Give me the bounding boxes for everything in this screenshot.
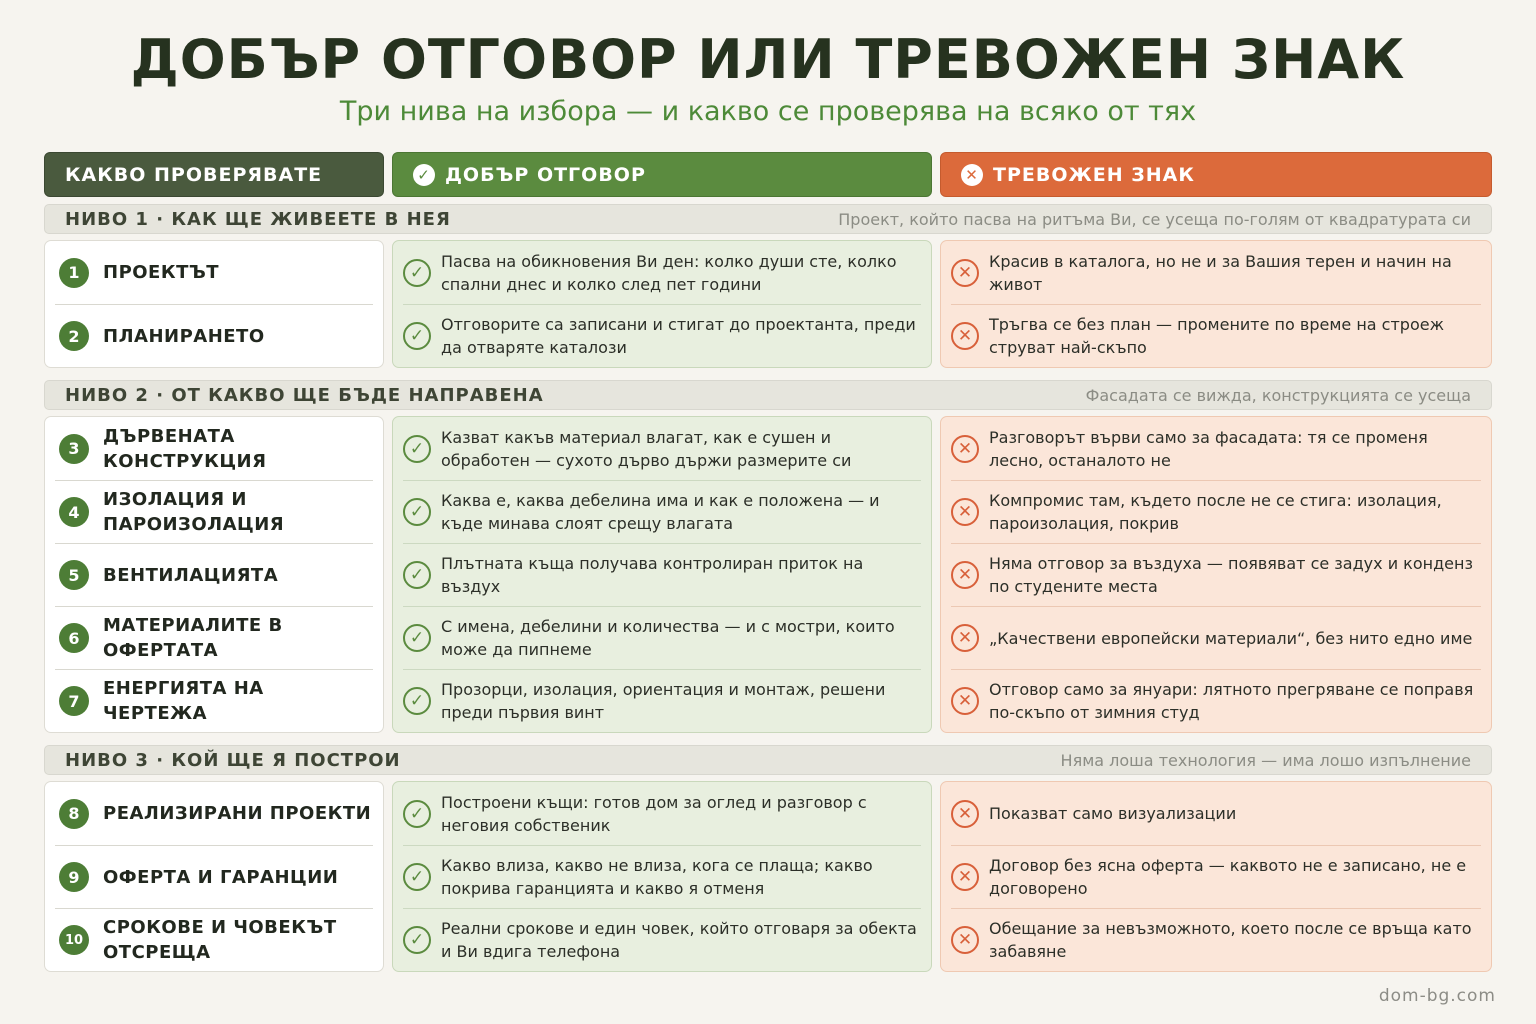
level-title: НИВО 1 · КАК ЩЕ ЖИВЕЕТЕ В НЕЯ — [65, 208, 451, 230]
good-answer — [403, 543, 921, 606]
check-item — [55, 782, 373, 845]
good-answer-text: Прозорци, изолация, ориентация и монтаж, решени преди първия винт — [441, 680, 886, 722]
check-item — [55, 606, 373, 669]
check-item — [55, 908, 373, 971]
cross-icon: ✕ — [951, 926, 979, 954]
cross-icon: ✕ — [951, 498, 979, 526]
good-answer-text: Каква е, каква дебелина има и как е положена — и къде минава слоят срещу влагата — [441, 491, 880, 533]
check-item — [55, 480, 373, 543]
cross-icon: ✕ — [951, 435, 979, 463]
good-answer — [403, 782, 921, 845]
level-bar-2 — [44, 380, 1492, 410]
header-bad — [940, 152, 1492, 197]
level-title: НИВО 2 · ОТ КАКВО ЩЕ БЪДЕ НАПРАВЕНА — [65, 384, 544, 406]
item-number-badge: 6 — [59, 623, 89, 653]
good-answer — [403, 304, 921, 367]
item-number-badge: 2 — [59, 321, 89, 351]
item-label: МАТЕРИАЛИТЕ В ОФЕРТАТА — [103, 615, 283, 661]
warning-sign-text: Обещание за невъзможното, което после се връща като забавяне — [989, 919, 1472, 961]
warning-sign — [951, 417, 1481, 480]
warning-sign-text: Няма отговор за въздуха — появяват се задух и конденз по студените места — [989, 554, 1473, 596]
good-answer — [403, 417, 921, 480]
warning-sign — [951, 304, 1481, 367]
header-good-label: ДОБЪР ОТГОВОР — [445, 163, 646, 186]
item-number-badge: 10 — [59, 925, 89, 955]
check-item — [55, 669, 373, 732]
check-item — [55, 417, 373, 480]
good-answer-text: Отговорите са записани и стигат до проектанта, преди да отваряте каталози — [441, 315, 916, 357]
item-label: ОФЕРТА И ГАРАНЦИИ — [103, 866, 339, 888]
item-number-badge: 1 — [59, 258, 89, 288]
item-label: РЕАЛИЗИРАНИ ПРОЕКТИ — [103, 803, 372, 824]
good-column-level-2 — [392, 416, 932, 733]
good-answer-text: Какво влиза, какво не влиза, кога се плаща; какво покрива гаранцията и какво я отменя — [441, 856, 873, 898]
good-answer-text: Построени къщи: готов дом за оглед и разговор с неговия собственик — [441, 792, 867, 835]
cross-icon: ✕ — [951, 800, 979, 828]
cross-icon: ✕ — [961, 164, 983, 186]
item-label: ДЪРВЕНАТА КОНСТРУКЦИЯ — [103, 425, 267, 472]
item-label: ЕНЕРГИЯТА НА ЧЕРТЕЖА — [103, 678, 264, 724]
page-title: ДОБЪР ОТГОВОР ИЛИ ТРЕВОЖЕН ЗНАК — [130, 28, 1406, 91]
check-icon: ✓ — [413, 164, 435, 186]
check-icon: ✓ — [403, 687, 431, 715]
level-note: Фасадата се вижда, конструкцията се усеща — [1085, 385, 1471, 405]
warning-sign-text: Отговор само за януари: лятното прегряване се поправя по-скъпо от зимния студ — [989, 680, 1474, 722]
cross-icon: ✕ — [951, 624, 979, 652]
good-answer-text: Реални срокове и един човек, който отговаря за обекта и Ви вдига телефона — [441, 919, 917, 961]
warning-sign-text: Тръгва се без план — промените по време на строеж струват най-скъпо — [989, 315, 1444, 357]
level-note: Няма лоша технология — има лошо изпълнение — [1060, 750, 1471, 770]
item-number-badge: 4 — [59, 497, 89, 527]
item-number-badge: 8 — [59, 799, 89, 829]
header-check — [44, 152, 384, 197]
check-item — [55, 543, 373, 606]
header-check-label: КАКВО ПРОВЕРЯВАТЕ — [65, 163, 323, 186]
cross-icon: ✕ — [951, 259, 979, 287]
warning-sign — [951, 241, 1481, 304]
item-label: ИЗОЛАЦИЯ И ПАРОИЗОЛАЦИЯ — [103, 489, 285, 535]
good-answer — [403, 480, 921, 543]
warning-sign — [951, 606, 1481, 669]
good-answer — [403, 241, 921, 304]
warning-sign-text: Договор без ясна оферта — каквото не е записано, не е договорено — [989, 856, 1467, 898]
cross-icon: ✕ — [951, 322, 979, 350]
warning-sign-text: Компромис там, където после не се стига: изолация, пароизолация, покрив — [989, 491, 1442, 533]
warning-sign-text: Красив в каталога, но не и за Вашия терен и начин на живот — [989, 251, 1452, 294]
warning-sign-text: Разговорът върви само за фасадата: тя се променя лесно, останалото не — [989, 427, 1428, 470]
warning-sign — [951, 480, 1481, 543]
good-answer-text: Казват какъв материал влагат, как е сушен и обработен — сухото дърво държи размерите си — [441, 427, 852, 470]
bad-column-level-3 — [940, 781, 1492, 972]
check-icon: ✓ — [403, 435, 431, 463]
level-title: НИВО 3 · КОЙ ЩЕ Я ПОСТРОИ — [65, 749, 401, 771]
check-icon: ✓ — [403, 498, 431, 526]
cross-icon: ✕ — [951, 687, 979, 715]
check-column-level-1 — [44, 240, 384, 368]
warning-sign — [951, 782, 1481, 845]
page-subtitle: Три нива на избора — и какво се проверява на всяко от тях — [339, 96, 1197, 127]
good-answer — [403, 606, 921, 669]
warning-sign — [951, 543, 1481, 606]
check-icon: ✓ — [403, 322, 431, 350]
item-number-badge: 9 — [59, 862, 89, 892]
cross-icon: ✕ — [951, 863, 979, 891]
warning-sign — [951, 908, 1481, 971]
check-item — [55, 304, 373, 367]
level-bar-3 — [44, 745, 1492, 775]
check-icon: ✓ — [403, 624, 431, 652]
check-column-level-2 — [44, 416, 384, 733]
item-number-badge: 7 — [59, 686, 89, 716]
good-answer-text: Пасва на обикновения Ви ден: колко души сте, колко спални днес и колко след пет години — [441, 251, 897, 294]
item-label: ВЕНТИЛАЦИЯТА — [103, 564, 279, 586]
header-good — [392, 152, 932, 197]
cross-icon: ✕ — [951, 561, 979, 589]
bad-column-level-1 — [940, 240, 1492, 368]
level-note: Проект, който пасва на ритъма Ви, се усеща по-голям от квадратурата си — [838, 209, 1471, 229]
check-icon: ✓ — [403, 800, 431, 828]
check-icon: ✓ — [403, 926, 431, 954]
good-answer — [403, 845, 921, 908]
item-label: ПЛАНИРАНЕТО — [103, 325, 265, 347]
good-answer-text: Плътната къща получава контролиран приток на въздух — [441, 554, 864, 596]
good-answer — [403, 669, 921, 732]
good-answer-text: С имена, дебелини и количества — и с мостри, които може да пипнеме — [441, 617, 895, 659]
bad-column-level-2 — [940, 416, 1492, 733]
check-item — [55, 845, 373, 908]
item-label: ПРОЕКТЪТ — [103, 262, 220, 283]
warning-sign — [951, 845, 1481, 908]
warning-sign — [951, 669, 1481, 732]
footer-source: dom-bg.com — [1378, 986, 1496, 1006]
good-column-level-3 — [392, 781, 932, 972]
item-number-badge: 3 — [59, 434, 89, 464]
warning-sign-text: „Качествени европейски материали“, без нито едно име — [989, 628, 1473, 648]
check-column-level-3 — [44, 781, 384, 972]
check-icon: ✓ — [403, 259, 431, 287]
item-number-badge: 5 — [59, 560, 89, 590]
warning-sign-text: Показват само визуализации — [989, 804, 1237, 823]
check-icon: ✓ — [403, 863, 431, 891]
item-label: СРОКОВЕ И ЧОВЕКЪТ ОТСРЕЩА — [103, 917, 337, 963]
good-column-level-1 — [392, 240, 932, 368]
check-icon: ✓ — [403, 561, 431, 589]
header-bad-label: ТРЕВОЖЕН ЗНАК — [993, 163, 1195, 186]
good-answer — [403, 908, 921, 971]
check-item — [55, 241, 373, 304]
level-bar-1 — [44, 204, 1492, 234]
